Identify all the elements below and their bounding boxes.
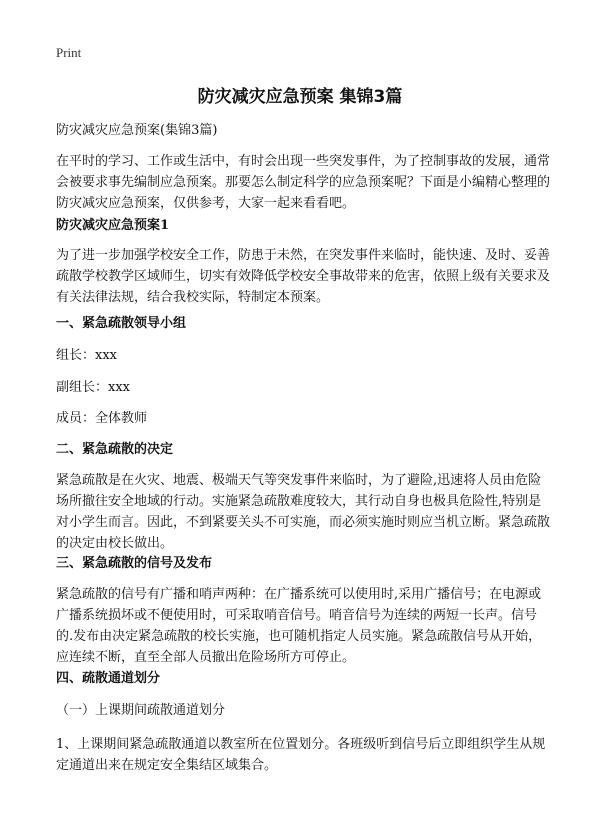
deputy-leader-line: 副组长：xxx [56,380,130,395]
leader-line: 组长：xxx [56,348,117,363]
heading-evacuation-signal: 三、紧急疏散的信号及发布 [56,556,213,571]
evacuation-decision-paragraph: 紧急疏散是在火灾、地震、极端天气等突发事件来临时，为了避险,迅速将人员由危险场所撤往安全地域的行动。实施紧急疏散难度较大，其行动自身也极具危险性,特别是对小学生而言。因此，不到紧要关头不可实施，而必须实施时则应当机立断。紧急疏散的决定由校长做出。 [56,473,551,551]
heading-evacuation-decision: 二、紧急疏散的决定 [56,442,174,457]
intro-paragraph: 在平时的学习、工作或生活中，有时会出现一些突发事件，为了控制事故的发展，通常会被要求事先编制应急预案。那要怎么制定科学的应急预案呢？下面是小编精心整理的防灾减灾应急预案，仅供参考，大家一起来看看吧。 [56,154,551,211]
class-time-routes-paragraph: 1、上课期间紧急疏散通道以教室所在位置划分。各班级听到信号后立即组织学生从规定通道出来在规定安全集结区域集合。 [56,737,546,773]
evacuation-signal-paragraph: 紧急疏散的信号有广播和哨声两种：在广播系统可以使用时,采用广播信号；在电源或广播系统损坏或不便使用时，可采取哨音信号。哨音信号为连续的两短一长声。信号的.发布由决定紧急疏散的校长实施，也可随机指定人员实施。紧急疏散信号从开始，应连续不断，直至全部人员撤出危险场所方可停止。 [56,587,542,665]
heading-leadership-group: 一、紧急疏散领导小组 [56,316,187,331]
subheading-class-time-routes: （一）上课期间疏散通道划分 [56,703,226,718]
document-title: 防灾减灾应急预案 集锦3篇 [197,87,403,107]
section1-intro-paragraph: 为了进一步加强学校安全工作，防患于未然，在突发事件来临时，能快速、及时、妥善疏散学校教学区域师生，切实有效降低学校安全事故带来的危害，依照上级有关要求及有关法律法规，结合我校实际，特制定本预案。 [56,248,551,305]
document-subtitle: 防灾减灾应急预案(集锦3篇) [56,123,218,138]
section1-title: 防灾减灾应急预案1 [56,218,170,233]
print-link[interactable]: Print [56,45,82,60]
members-line: 成员：全体教师 [56,411,148,426]
heading-evacuation-routes: 四、疏散通道划分 [56,671,161,686]
